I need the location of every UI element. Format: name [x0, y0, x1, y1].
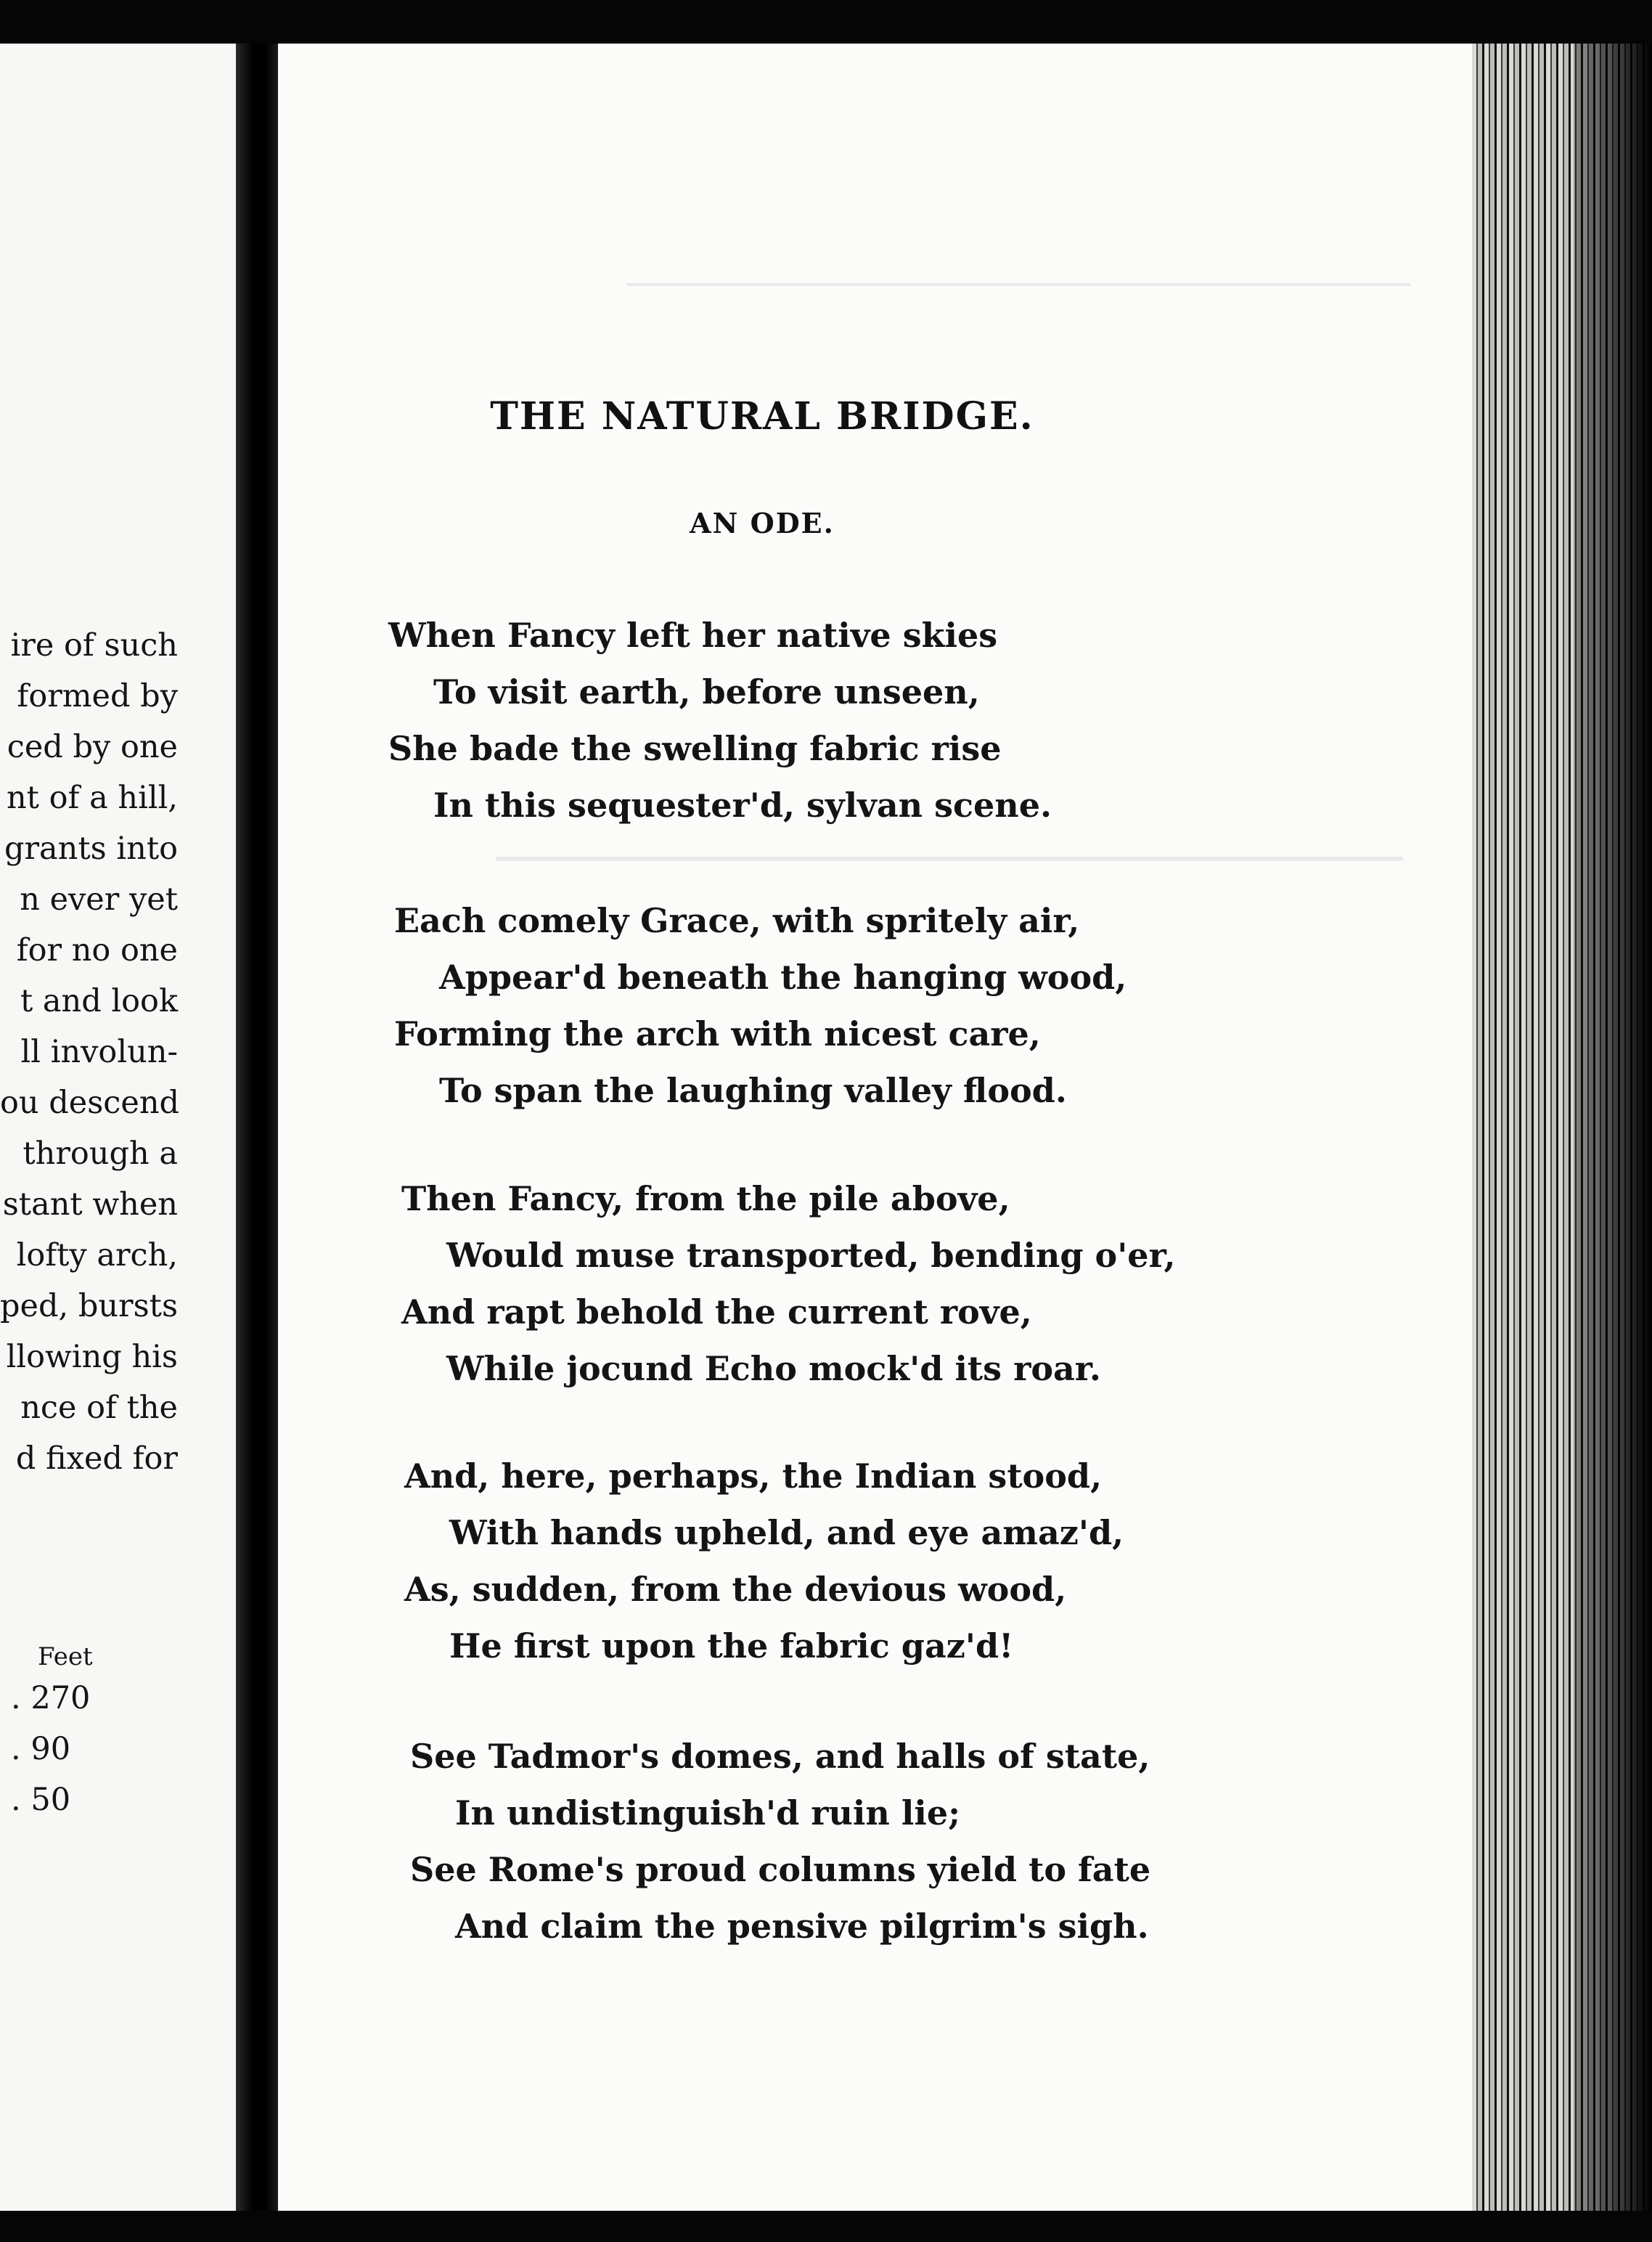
poem-title: THE NATURAL BRIDGE.	[490, 394, 1034, 439]
verse-line: In undistinguish'd ruin lie;	[455, 1793, 961, 1833]
book-page-edges	[1472, 44, 1652, 2211]
book-gutter	[236, 44, 278, 2211]
verse-line: She bade the swelling fabric rise	[388, 729, 1002, 768]
table-row: . 90	[11, 1731, 71, 1767]
verse-line: Would muse transported, bending o'er,	[446, 1236, 1176, 1275]
left-page-line: llowing his	[6, 1339, 178, 1375]
verse-line: In this sequester'd, sylvan scene.	[433, 786, 1052, 825]
verse-line: See Tadmor's domes, and halls of state,	[410, 1737, 1150, 1776]
left-page	[0, 44, 236, 2211]
bleed-through-heading	[496, 857, 1403, 861]
left-page-line: for no one	[16, 932, 178, 969]
left-page-line: through a	[23, 1136, 178, 1172]
left-page-line: ped, bursts	[0, 1288, 179, 1324]
left-page-line: grants into	[4, 831, 178, 867]
left-page-line: n ever yet	[20, 881, 178, 918]
verse-line: With hands upheld, and eye amaz'd,	[449, 1513, 1124, 1552]
verse-line: Then Fancy, from the pile above,	[401, 1179, 1010, 1218]
page-edge-shadow	[1574, 44, 1652, 2211]
left-page-line: t and look	[20, 983, 178, 1019]
verse-line: See Rome's proud columns yield to fate	[410, 1850, 1151, 1889]
verse-line: As, sudden, from the devious wood,	[404, 1570, 1067, 1609]
verse-line: To span the laughing valley flood.	[439, 1071, 1067, 1110]
table-row: . 270	[11, 1680, 91, 1716]
left-page-line: formed by	[17, 678, 178, 714]
left-page-line: ll involun-	[20, 1034, 178, 1070]
verse-line: Each comely Grace, with spritely air,	[394, 901, 1080, 940]
scan-bottom-border	[0, 2211, 1652, 2242]
verse-line: He first upon the fabric gaz'd!	[449, 1626, 1014, 1666]
left-page-line: stant when	[2, 1186, 178, 1223]
verse-line: While jocund Echo mock'd its roar.	[446, 1349, 1101, 1388]
table-header-feet: Feet	[38, 1642, 93, 1671]
verse-line: Appear'd beneath the hanging wood,	[439, 958, 1127, 997]
left-page-line: ou descend	[0, 1085, 180, 1121]
verse-line: To visit earth, before unseen,	[433, 672, 980, 712]
left-page-line: ced by one	[7, 729, 178, 765]
verse-line: Forming the arch with nicest care,	[394, 1014, 1041, 1053]
left-page-line: nce of the	[20, 1390, 178, 1426]
table-row: . 50	[11, 1782, 71, 1818]
scan-top-border	[0, 0, 1652, 44]
left-page-line: d fixed for	[15, 1440, 178, 1477]
left-page-line: ire of such	[10, 627, 178, 664]
left-page-line: nt of a hill,	[6, 780, 178, 816]
poem-subtitle: AN ODE.	[690, 507, 835, 539]
verse-line: And claim the pensive pilgrim's sigh.	[455, 1907, 1149, 1946]
verse-line: And rapt behold the current rove,	[401, 1292, 1032, 1332]
bleed-through-running-head	[626, 283, 1410, 286]
left-page-line: lofty arch,	[16, 1237, 178, 1273]
verse-line: And, here, perhaps, the Indian stood,	[404, 1456, 1103, 1496]
verse-line: When Fancy left her native skies	[388, 616, 998, 655]
